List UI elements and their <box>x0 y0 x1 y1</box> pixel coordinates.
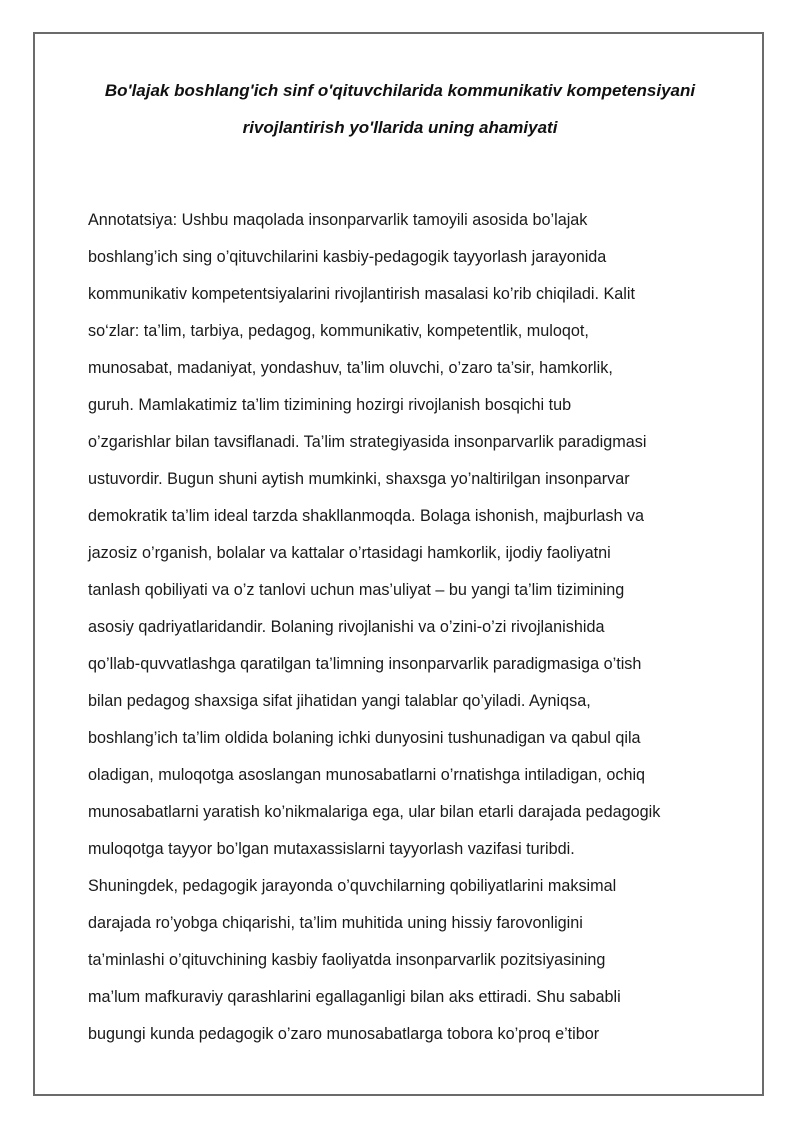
body-line: munosabat, madaniyat, yondashuv, ta’lim oluvchi, o’zaro ta’sir, hamkorlik, <box>88 359 613 377</box>
body-line: ta’minlashi o’qituvchining kasbiy faoliyatda insonparvarlik pozitsiyasining <box>88 951 606 969</box>
body-line: muloqotga tayyor bo’lgan mutaxassislarni tayyorlash vazifasi turibdi. <box>88 840 575 858</box>
body-line: boshlang’ich ta’lim oldida bolaning ichki dunyosini tushunadigan va qabul qila <box>88 729 641 747</box>
body-line: tanlash qobiliyati va o’z tanlovi uchun mas’uliyat – bu yangi ta’lim tizimining <box>88 581 625 599</box>
body-line: ma’lum mafkuraviy qarashlarini egallaganligi bilan aks ettiradi. Shu sababli <box>88 988 621 1006</box>
body-line: jazosiz o’rganish, bolalar va kattalar o’rtasidagi hamkorlik, ijodiy faoliyatni <box>88 544 611 562</box>
body-line: qo’llab-quvvatlashga qaratilgan ta’limning insonparvarlik paradigmasiga o’tish <box>88 655 642 673</box>
body-line: bilan pedagog shaxsiga sifat jihatidan yangi talablar qo’yiladi. Ayniqsa, <box>88 692 591 710</box>
body-line: Shuningdek, pedagogik jarayonda o’quvchilarning qobiliyatlarini maksimal <box>88 877 617 895</box>
title-line: Bo'lajak boshlang'ich sinf o'qituvchilarida kommunikativ kompetensiyani <box>104 81 696 100</box>
body-line: o’zgarishlar bilan tavsiflanadi. Ta’lim strategiyasida insonparvarlik paradigmasi <box>88 433 647 451</box>
body-line: oladigan, muloqotga asoslangan munosabatlarni o’rnatishga intiladigan, ochiq <box>88 766 646 784</box>
body-line: darajada ro’yobga chiqarishi, ta’lim muhitida uning hissiy farovonligini <box>88 914 583 932</box>
document-body <box>88 202 748 1053</box>
body-line: ustuvordir. Bugun shuni aytish mumkinki, shaxsga yo’naltirilgan insonparvar <box>88 470 630 488</box>
body-line: so‘zlar: ta’lim, tarbiya, pedagog, kommunikativ, kompetentlik, muloqot, <box>88 322 589 340</box>
body-line: asosiy qadriyatlaridandir. Bolaning rivojlanishi va o’zini-o’zi rivojlanishida <box>88 618 605 636</box>
body-line: guruh. Mamlakatimiz ta’lim tizimining hozirgi rivojlanish bosqichi tub <box>88 396 572 414</box>
title-line: rivojlantirish yo'llarida uning ahamiyati <box>242 118 558 137</box>
body-line: demokratik ta’lim ideal tarzda shakllanmoqda. Bolaga ishonish, majburlash va <box>88 507 645 525</box>
document-title <box>80 72 720 146</box>
body-line: kommunikativ kompetentsiyalarini rivojlantirish masalasi ko’rib chiqiladi. Kalit <box>88 285 635 303</box>
body-line: Annotatsiya: Ushbu maqolada insonparvarlik tamoyili asosida bo’lajak <box>88 211 588 229</box>
body-line: munosabatlarni yaratish ko’nikmalariga ega, ular bilan etarli darajada pedagogik <box>88 803 661 821</box>
body-line: boshlang’ich sing o’qituvchilarini kasbiy-pedagogik tayyorlash jarayonida <box>88 248 607 266</box>
body-line: bugungi kunda pedagogik o’zaro munosabatlarga tobora ko’proq e’tibor <box>88 1025 600 1043</box>
